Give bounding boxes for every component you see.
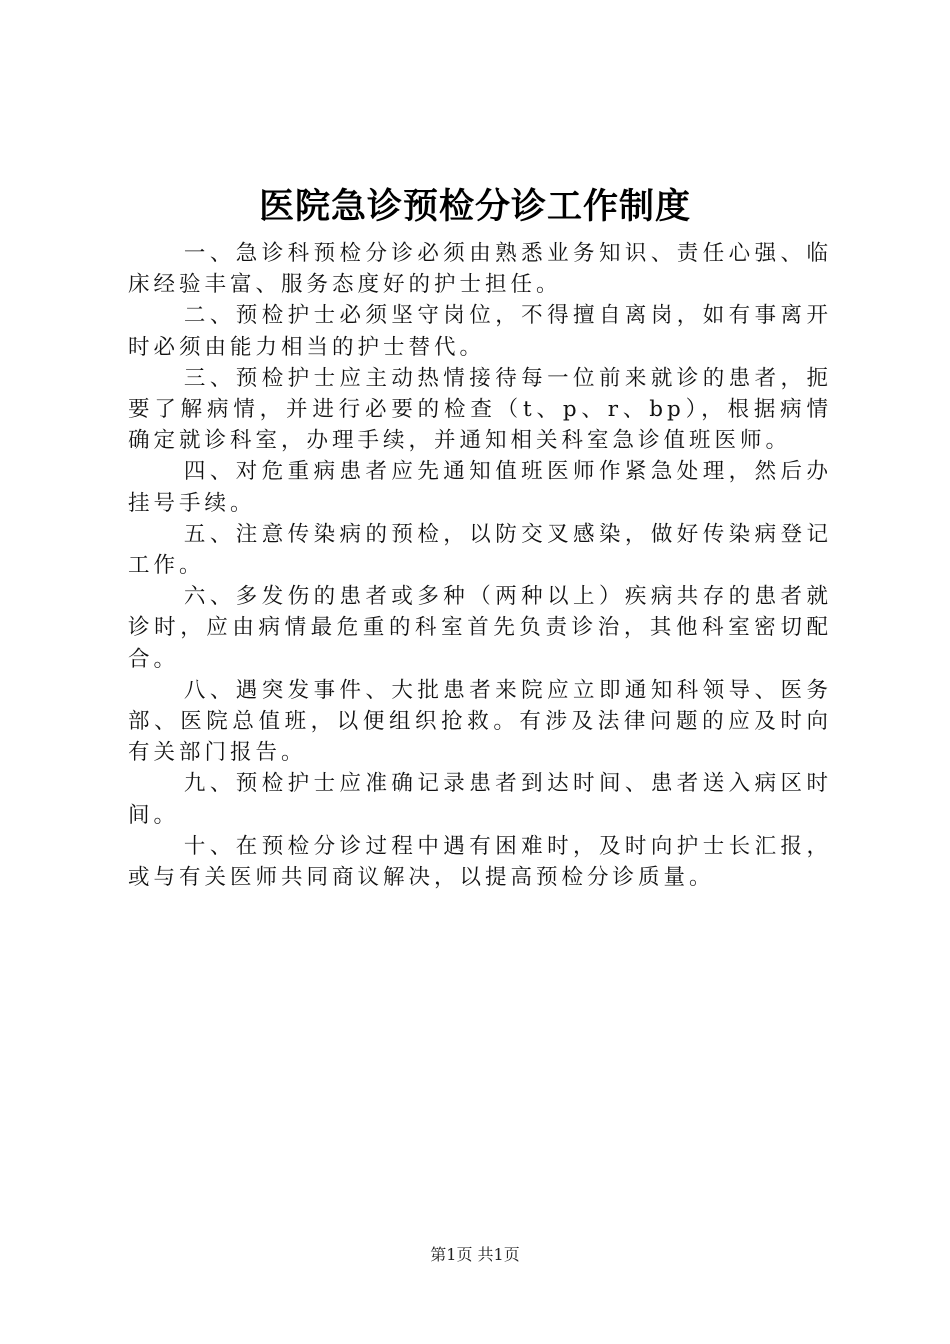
- paragraph-10: 十、在预检分诊过程中遇有困难时，及时向护士长汇报，或与有关医师共同商议解决，以提高预检分诊质量。: [128, 833, 832, 891]
- paragraph-1: 一、急诊科预检分诊必须由熟悉业务知识、责任心强、临床经验丰富、服务态度好的护士担任。: [128, 241, 832, 298]
- paragraph-5: 五、注意传染病的预检，以防交叉感染，做好传染病登记工作。: [128, 521, 832, 579]
- paragraph-9: 九、预检护士应准确记录患者到达时间、患者送入病区时间。: [128, 771, 832, 828]
- document-title: 医院急诊预检分诊工作制度: [258, 187, 691, 227]
- page-footer: 第1页 共1页: [430, 1245, 520, 1264]
- paragraph-2: 二、预检护士必须坚守岗位，不得擅自离岗，如有事离开时必须由能力相当的护士替代。: [128, 303, 832, 360]
- paragraph-8: 八、遇突发事件、大批患者来院应立即通知科领导、医务部、医院总值班，以便组织抢救。有涉及法律问题的应及时向有关部门报告。: [128, 677, 832, 766]
- paragraph-4: 四、对危重病患者应先通知值班医师作紧急处理，然后办挂号手续。: [128, 459, 832, 516]
- paragraph-3: 三、预检护士应主动热情接待每一位前来就诊的患者，扼要了解病情，并进行必要的检查（t、p、r、bp），根据病情确定就诊科室，办理手续，并通知相关科室急诊值班医师。: [128, 365, 832, 454]
- document-body: [128, 238, 832, 893]
- paragraph-6: 六、多发伤的患者或多种（两种以上）疾病共存的患者就诊时，应由病情最危重的科室首先负责诊治，其他科室密切配合。: [128, 584, 832, 672]
